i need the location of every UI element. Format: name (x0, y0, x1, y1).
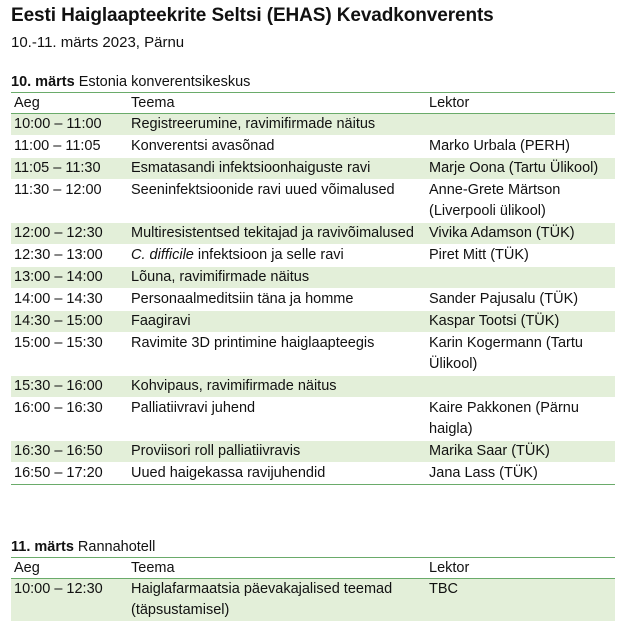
speaker-cell (426, 376, 615, 398)
time-cell: 15:30 – 16:00 (11, 376, 128, 398)
topic-cell: Ravimite 3D printimine haiglaapteegis (128, 333, 426, 376)
topic-cell: Faagiravi (128, 311, 426, 333)
time-header: Aeg (11, 558, 128, 579)
time-cell: 12:30 – 13:00 (11, 245, 128, 267)
topic-cell: Esmatasandi infektsioonhaiguste ravi (128, 158, 426, 180)
speaker-cell: Anne-Grete Märtson (Liverpooli ülikool) (426, 180, 615, 223)
day1-schedule-table (11, 93, 615, 485)
speaker-cell: Marika Saar (TÜK) (426, 441, 615, 463)
speaker-cell: Kaire Pakkonen (Pärnu haigla) (426, 398, 615, 441)
table-row (11, 267, 615, 289)
day1-heading (11, 73, 615, 92)
topic-cell: Uued haigekassa ravijuhendid (128, 463, 426, 485)
day2-heading (11, 538, 615, 557)
table-row (11, 441, 615, 463)
table-header-row (11, 93, 615, 114)
table-row (11, 289, 615, 311)
time-cell: 16:30 – 16:50 (11, 441, 128, 463)
table-row (11, 333, 615, 376)
table-row (11, 180, 615, 223)
day1-venue: Estonia konverentsikeskus (78, 74, 251, 90)
speaker-cell: Sander Pajusalu (TÜK) (426, 289, 615, 311)
speaker-cell: Vivika Adamson (TÜK) (426, 223, 615, 245)
time-cell: 16:50 – 17:20 (11, 463, 128, 485)
table-row (11, 245, 615, 267)
table-row (11, 463, 615, 485)
time-header: Aeg (11, 93, 128, 114)
page-subtitle: 10.-11. märts 2023, Pärnu (11, 34, 185, 51)
topic-cell: Multiresistentsed tekitajad ja ravivõimalused (128, 223, 426, 245)
topic-cell: Registreerumine, ravimifirmade näitus (128, 114, 426, 136)
table-row (11, 114, 615, 136)
topic-header: Teema (128, 558, 426, 579)
speaker-header: Lektor (426, 93, 615, 114)
speaker-cell (426, 114, 615, 136)
page-title: Eesti Haiglaapteekrite Seltsi (EHAS) Kevadkonverents (11, 5, 494, 26)
table-row (11, 579, 615, 622)
speaker-cell: Piret Mitt (TÜK) (426, 245, 615, 267)
speaker-cell: Marko Urbala (PERH) (426, 136, 615, 158)
table-header-row (11, 558, 615, 579)
speaker-cell: Kaspar Tootsi (TÜK) (426, 311, 615, 333)
topic-cell: Konverentsi avasõnad (128, 136, 426, 158)
topic-cell: Seeninfektsioonide ravi uued võimalused (128, 180, 426, 223)
speaker-header: Lektor (426, 558, 615, 579)
time-cell: 14:00 – 14:30 (11, 289, 128, 311)
time-cell: 15:00 – 15:30 (11, 333, 128, 376)
speaker-cell: Jana Lass (TÜK) (426, 463, 615, 485)
topic-header: Teema (128, 93, 426, 114)
table-row (11, 158, 615, 180)
topic-italic: C. difficile (131, 247, 194, 263)
table-row (11, 223, 615, 245)
table-row (11, 398, 615, 441)
table-row (11, 376, 615, 398)
time-cell: 13:00 – 14:00 (11, 267, 128, 289)
time-cell: 16:00 – 16:30 (11, 398, 128, 441)
day2-venue: Rannahotell (77, 539, 156, 555)
day1-date: 10. märts (11, 74, 75, 90)
time-cell: 11:30 – 12:00 (11, 180, 128, 223)
day2-section (11, 538, 615, 622)
time-cell: 11:00 – 11:05 (11, 136, 128, 158)
speaker-cell (426, 267, 615, 289)
time-cell: 12:00 – 12:30 (11, 223, 128, 245)
speaker-cell: Karin Kogermann (Tartu Ülikool) (426, 333, 615, 376)
topic-text: infektsioon ja selle ravi (193, 247, 344, 263)
table-row (11, 311, 615, 333)
day2-schedule-table (11, 558, 615, 622)
topic-cell: Kohvipaus, ravimifirmade näitus (128, 376, 426, 398)
day1-section (11, 73, 615, 485)
topic-cell: Palliatiivravi juhend (128, 398, 426, 441)
speaker-cell: TBC (426, 579, 615, 622)
topic-cell: Personaalmeditsiin täna ja homme (128, 289, 426, 311)
day2-date: 11. märts (11, 539, 74, 555)
table-row (11, 136, 615, 158)
time-cell: 14:30 – 15:00 (11, 311, 128, 333)
time-cell: 10:00 – 12:30 (11, 579, 128, 622)
time-cell: 10:00 – 11:00 (11, 114, 128, 136)
speaker-cell: Marje Oona (Tartu Ülikool) (426, 158, 615, 180)
topic-cell: Haiglafarmaatsia päevakajalised teemad (täpsustamisel) (128, 579, 426, 622)
topic-cell: Lõuna, ravimifirmade näitus (128, 267, 426, 289)
topic-cell: Proviisori roll palliatiivravis (128, 441, 426, 463)
time-cell: 11:05 – 11:30 (11, 158, 128, 180)
topic-cell (128, 245, 426, 267)
